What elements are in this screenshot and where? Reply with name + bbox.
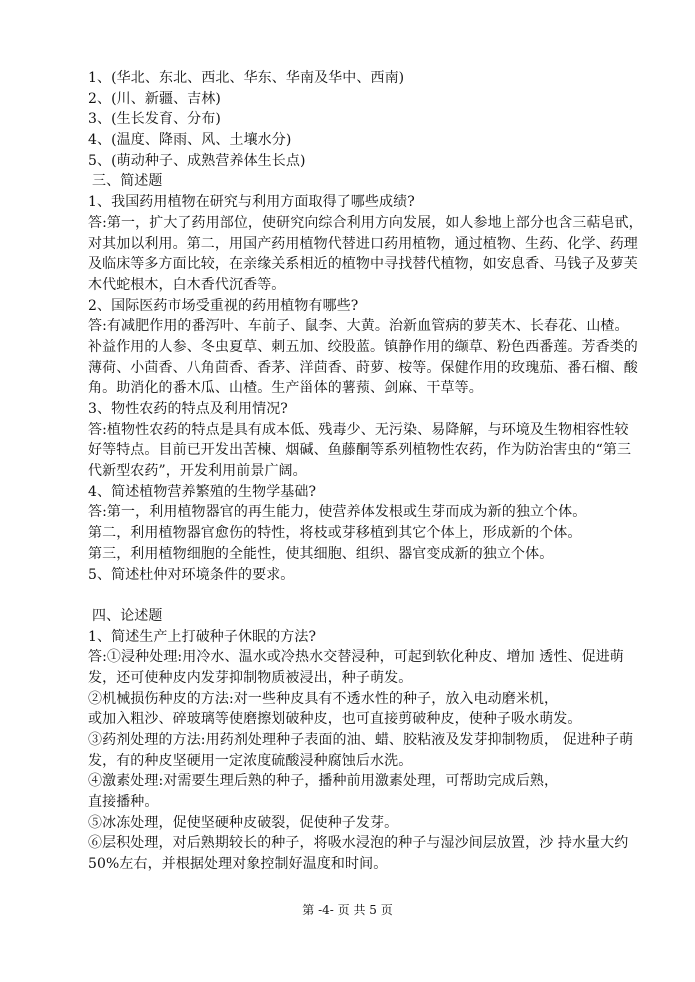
essay-question-1: 1、简述生产上打破种子休眠的方法? [88,628,317,645]
document-body [88,68,668,875]
essay-answer-line-4: 或加入粗沙、碎玻璃等使磨擦划破种皮，也可直接剪破种皮，使种子吸水萌发。 [88,711,582,728]
question-1: 1、我国药用植物在研究与利用方面取得了哪些成绩? [88,194,415,211]
section-heading-short-answer: 三、简述题 [92,173,163,190]
answer-3-line-1: 答:植物性农药的特点是具有成本低、残毒少、无污染、易降解，与环境及生物相容性较 [88,421,629,438]
answer-1-line-3: 及临床等多方面比较，在亲缘关系相近的植物中寻找替代植物，如安息香、马钱子及萝芙 [88,256,638,273]
answer-4-line-3: 第三，利用植物细胞的全能性，使其细胞、组织、器官变成新的独立个体。 [88,545,554,562]
essay-answer-line-8: 直接播种。 [88,794,159,811]
answer-line-1: 1、(华北、东北、西北、华东、华南及华中、西南) [88,70,405,86]
essay-answer-line-2: 发，还可使种皮内发芽抑制物质被浸出，种子萌发。 [88,669,413,686]
essay-answer-line-10: ⑥层积处理，对后熟期较长的种子，将吸水浸泡的种子与湿沙间层放置，沙 持水量大约 [88,835,629,852]
answer-2-line-4: 角。助消化的番木瓜、山楂。生产甾体的薯蓣、剑麻、干草等。 [88,380,483,397]
answer-4-line-1: 答:第一，利用植物器官的再生能力，使营养体发根或生芽而成为新的独立个体。 [88,504,587,521]
answer-3-line-3: 代新型农药”，开发利用前景广阔。 [88,463,307,480]
answer-line-5: 5、(萌动种子、成熟营养体生长点) [88,152,306,169]
blank-line [88,585,668,606]
page-footer: 第 -4- 页 共 5 页 [302,903,393,917]
question-3: 3、物性农药的特点及利用情况? [88,401,288,417]
answer-1-line-2: 对其加以利用。第二，用国产药用植物代替进口药用植物，通过植物、生药、化学、药理 [88,235,638,252]
essay-answer-line-9: ⑤冰冻处理，促使坚硬种皮破裂，促使种子发芽。 [88,814,399,831]
essay-answer-line-5: ③药剂处理的方法:用药剂处理种子表面的油、蜡、胶粘液及发芽抑制物质， 促进种子萌 [88,732,634,748]
essay-answer-line-11: 50%左右，并根据处理对象控制好温度和时间。 [88,856,388,873]
answer-line-4: 4、(温度、降雨、风、土壤水分) [88,132,292,149]
essay-answer-line-3: ②机械损伤种皮的方法:对一些种皮具有不透水性的种子，放入电动磨米机， [88,690,559,707]
question-5: 5、简述杜仲对环境条件的要求。 [88,566,295,583]
essay-answer-line-1: 答:①浸种处理:用冷水、温水或冷热水交替浸种，可起到软化种皮、增加 透性、促进萌 [88,649,624,666]
section-heading-essay: 四、论述题 [92,607,163,624]
essay-answer-line-7: ④激素处理:对需要生理后熟的种子，播种前用激素处理，可帮助完成后熟， [88,773,559,790]
answer-1-line-4: 木代蛇根木，白木香代沉香等。 [88,276,286,293]
essay-answer-line-6: 发，有的种皮坚硬用一定浓度硫酸浸种腐蚀后水洗。 [88,752,413,769]
question-4: 4、简述植物营养繁殖的生物学基础? [88,483,317,500]
answer-3-line-2: 好等特点。目前已开发出苦楝、烟碱、鱼藤酮等系列植物性农药，作为防治害虫的“第三 [88,442,632,459]
answer-line-3: 3、(生长发育、分布) [88,111,221,128]
answer-2-line-3: 薄荷、小茴香、八角茴香、香茅、洋茴香、莳萝、桉等。保健作用的玫瑰茄、番石榴、酸 [88,359,638,376]
answer-line-2: 2、(川、新疆、吉林) [88,90,221,107]
answer-2-line-1: 答:有减肥作用的番泻叶、车前子、鼠李、大黄。治新血管病的萝芙木、长春花、山楂。 [88,318,629,335]
answer-2-line-2: 补益作用的人参、冬虫夏草、刺五加、绞股蓝。镇静作用的缬草、粉色西番莲。芳香类的 [88,338,638,355]
answer-1-line-1: 答:第一，扩大了药用部位，使研究向综合利用方向发展，如人参地上部分也含三萜皂甙， [88,214,643,231]
question-2: 2、国际医药市场受重视的药用植物有哪些? [88,297,359,314]
answer-4-line-2: 第二，利用植物器官愈伤的特性，将枝或芽移植到其它个体上，形成新的个体。 [88,525,582,542]
